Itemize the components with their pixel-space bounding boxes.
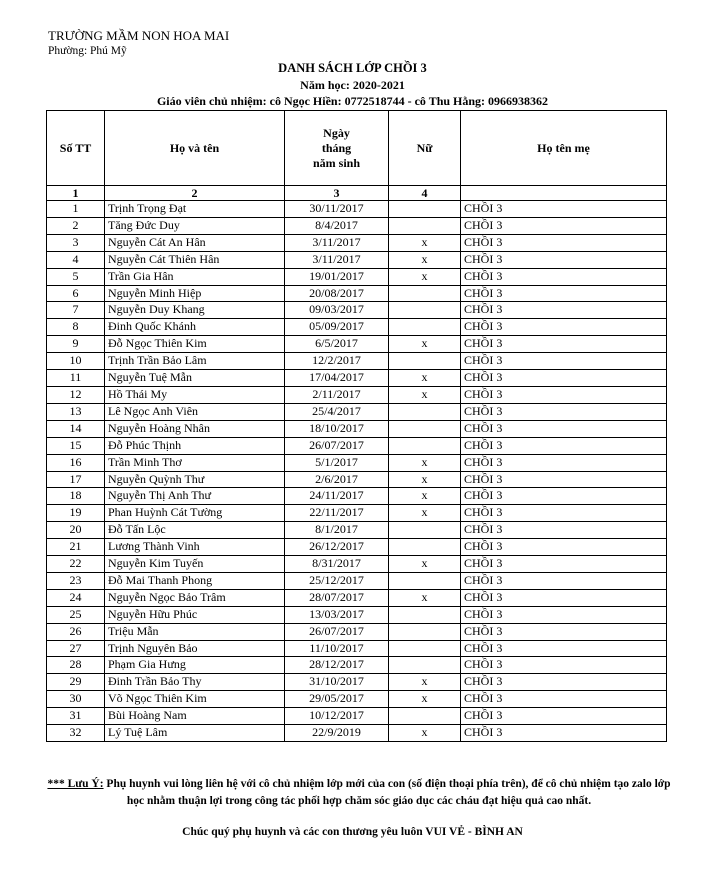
female-mark: [389, 657, 461, 674]
mother-name: CHỒI 3: [461, 454, 667, 471]
row-number: 24: [47, 589, 105, 606]
student-name: Lê Ngọc Anh Viên: [105, 403, 285, 420]
female-mark: [389, 403, 461, 420]
female-mark: x: [389, 691, 461, 708]
row-number: 15: [47, 437, 105, 454]
row-number: 25: [47, 606, 105, 623]
table-row: [47, 606, 667, 623]
note-label: *** Lưu Ý:: [47, 778, 104, 790]
female-mark: [389, 201, 461, 218]
student-name: Trịnh Trần Bảo Lâm: [105, 353, 285, 370]
female-mark: x: [389, 336, 461, 353]
birth-date: 13/03/2017: [285, 606, 389, 623]
mother-name: CHỒI 3: [461, 420, 667, 437]
table-body: [47, 201, 667, 742]
birth-date: 8/31/2017: [285, 556, 389, 573]
note-block: [46, 776, 672, 809]
school-year: Năm học: 2020-2021: [300, 78, 405, 92]
table-row: [47, 725, 667, 742]
ward-name: Phường: Phú Mỹ: [48, 45, 127, 57]
row-number: 14: [47, 420, 105, 437]
table-row: [47, 623, 667, 640]
student-name: Nguyễn Ngọc Bảo Trâm: [105, 589, 285, 606]
student-name: Nguyễn Kim Tuyến: [105, 556, 285, 573]
column-header-name: Họ và tên: [105, 111, 285, 186]
row-number: 22: [47, 556, 105, 573]
birth-date: 22/9/2019: [285, 725, 389, 742]
birth-date: 31/10/2017: [285, 674, 389, 691]
birth-date: 20/08/2017: [285, 285, 389, 302]
student-name: Đỗ Ngọc Thiên Kim: [105, 336, 285, 353]
mother-name: CHỒI 3: [461, 217, 667, 234]
table-row: [47, 251, 667, 268]
birth-date: 12/2/2017: [285, 353, 389, 370]
birth-date: 24/11/2017: [285, 488, 389, 505]
mother-name: CHỒI 3: [461, 606, 667, 623]
female-mark: x: [389, 268, 461, 285]
mother-name: CHỒI 3: [461, 234, 667, 251]
student-name: Nguyễn Hữu Phúc: [105, 606, 285, 623]
female-mark: x: [389, 370, 461, 387]
birth-date: 29/05/2017: [285, 691, 389, 708]
table-row: [47, 353, 667, 370]
table-row: [47, 420, 667, 437]
mother-name: CHỒI 3: [461, 640, 667, 657]
column-header-dob: Ngày tháng năm sinh: [285, 111, 389, 186]
mother-name: CHỒI 3: [461, 589, 667, 606]
table-row: [47, 488, 667, 505]
row-number: 16: [47, 454, 105, 471]
table-row: [47, 386, 667, 403]
birth-date: 5/1/2017: [285, 454, 389, 471]
birth-date: 8/4/2017: [285, 217, 389, 234]
row-number: 32: [47, 725, 105, 742]
birth-date: 22/11/2017: [285, 505, 389, 522]
row-number: 10: [47, 353, 105, 370]
student-name: Đỗ Tấn Lộc: [105, 522, 285, 539]
student-name: Trần Minh Thơ: [105, 454, 285, 471]
student-name: Trịnh Nguyên Bảo: [105, 640, 285, 657]
student-name: Nguyễn Quỳnh Thư: [105, 471, 285, 488]
table-row: [47, 437, 667, 454]
class-list-table: [46, 110, 667, 742]
female-mark: x: [389, 725, 461, 742]
table-row: [47, 640, 667, 657]
student-name: Nguyễn Cát An Hân: [105, 234, 285, 251]
birth-date: 26/07/2017: [285, 437, 389, 454]
female-mark: [389, 302, 461, 319]
birth-date: 26/12/2017: [285, 539, 389, 556]
student-name: Đỗ Mai Thanh Phong: [105, 572, 285, 589]
female-mark: [389, 572, 461, 589]
note-text: Phụ huynh vui lòng liên hệ với cô chủ nhiệm lớp mới của con (số điện thoại phía trên), để cô chủ nhiệm tạo zalo lớp học nhằm thuận lợi trong công tác phối hợp chăm sóc giáo dục các cháu đạt hiệu quả cao nhất.: [106, 778, 671, 807]
mother-name: CHỒI 3: [461, 201, 667, 218]
student-name: Lương Thành Vinh: [105, 539, 285, 556]
student-name: Trần Gia Hân: [105, 268, 285, 285]
farewell-text: Chúc quý phụ huynh và các con thương yêu luôn VUI VẺ - BÌNH AN: [182, 826, 523, 838]
female-mark: x: [389, 251, 461, 268]
table-row: [47, 336, 667, 353]
table-row: [47, 217, 667, 234]
student-name: Võ Ngọc Thiên Kim: [105, 691, 285, 708]
table-row: [47, 691, 667, 708]
row-number: 28: [47, 657, 105, 674]
table-row: [47, 556, 667, 573]
female-mark: [389, 319, 461, 336]
table-row: [47, 234, 667, 251]
student-name: Đinh Trần Bảo Thy: [105, 674, 285, 691]
mother-name: CHỒI 3: [461, 708, 667, 725]
row-number: 7: [47, 302, 105, 319]
student-name: Đinh Quốc Khánh: [105, 319, 285, 336]
row-number: 8: [47, 319, 105, 336]
row-number: 13: [47, 403, 105, 420]
table-row: [47, 319, 667, 336]
female-mark: [389, 606, 461, 623]
row-number: 29: [47, 674, 105, 691]
female-mark: x: [389, 488, 461, 505]
row-number: 17: [47, 471, 105, 488]
mother-name: CHỒI 3: [461, 539, 667, 556]
female-mark: x: [389, 454, 461, 471]
mother-name: CHỒI 3: [461, 725, 667, 742]
school-name: TRƯỜNG MẦM NON HOA MAI: [48, 28, 230, 43]
mother-name: CHỒI 3: [461, 657, 667, 674]
female-mark: [389, 217, 461, 234]
student-name: Phan Huỳnh Cát Tường: [105, 505, 285, 522]
birth-date: 05/09/2017: [285, 319, 389, 336]
column-header-stt: Số TT: [47, 111, 105, 186]
column-number-row: [47, 186, 667, 201]
mother-name: CHỒI 3: [461, 437, 667, 454]
table-row: [47, 657, 667, 674]
birth-date: 10/12/2017: [285, 708, 389, 725]
mother-name: CHỒI 3: [461, 691, 667, 708]
female-mark: [389, 353, 461, 370]
birth-date: 3/11/2017: [285, 251, 389, 268]
row-number: 21: [47, 539, 105, 556]
student-name: Lý Tuệ Lâm: [105, 725, 285, 742]
table-row: [47, 201, 667, 218]
row-number: 31: [47, 708, 105, 725]
birth-date: 28/07/2017: [285, 589, 389, 606]
row-number: 30: [47, 691, 105, 708]
female-mark: x: [389, 386, 461, 403]
mother-name: CHỒI 3: [461, 370, 667, 387]
mother-name: CHỒI 3: [461, 251, 667, 268]
row-number: 4: [47, 251, 105, 268]
female-mark: [389, 623, 461, 640]
column-number: 3: [285, 186, 389, 201]
mother-name: CHỒI 3: [461, 488, 667, 505]
student-name: Nguyễn Cát Thiên Hân: [105, 251, 285, 268]
female-mark: x: [389, 234, 461, 251]
student-name: Nguyễn Thị Anh Thư: [105, 488, 285, 505]
row-number: 2: [47, 217, 105, 234]
mother-name: CHỒI 3: [461, 353, 667, 370]
row-number: 1: [47, 201, 105, 218]
row-number: 27: [47, 640, 105, 657]
mother-name: CHỒI 3: [461, 522, 667, 539]
birth-date: 11/10/2017: [285, 640, 389, 657]
student-name: Nguyễn Duy Khang: [105, 302, 285, 319]
student-name: Triệu Mẫn: [105, 623, 285, 640]
table-row: [47, 285, 667, 302]
table-row: [47, 471, 667, 488]
birth-date: 2/6/2017: [285, 471, 389, 488]
female-mark: [389, 640, 461, 657]
table-row: [47, 589, 667, 606]
column-number: 4: [389, 186, 461, 201]
row-number: 11: [47, 370, 105, 387]
female-mark: [389, 539, 461, 556]
female-mark: x: [389, 471, 461, 488]
female-mark: [389, 522, 461, 539]
table-row: [47, 674, 667, 691]
row-number: 9: [47, 336, 105, 353]
birth-date: 25/12/2017: [285, 572, 389, 589]
row-number: 3: [47, 234, 105, 251]
column-number: 1: [47, 186, 105, 201]
female-mark: [389, 437, 461, 454]
birth-date: 09/03/2017: [285, 302, 389, 319]
mother-name: CHỒI 3: [461, 386, 667, 403]
female-mark: x: [389, 556, 461, 573]
student-name: Hồ Thái My: [105, 386, 285, 403]
teacher-info: Giáo viên chủ nhiệm: cô Ngọc Hiền: 0772518744 - cô Thu Hằng: 0966938362: [156, 94, 549, 108]
mother-name: CHỒI 3: [461, 471, 667, 488]
row-number: 23: [47, 572, 105, 589]
column-number: 2: [105, 186, 285, 201]
student-name: Trịnh Trọng Đạt: [105, 201, 285, 218]
table-row: [47, 454, 667, 471]
student-name: Tăng Đức Duy: [105, 217, 285, 234]
birth-date: 2/11/2017: [285, 386, 389, 403]
table-row: [47, 302, 667, 319]
row-number: 26: [47, 623, 105, 640]
birth-date: 28/12/2017: [285, 657, 389, 674]
mother-name: CHỒI 3: [461, 302, 667, 319]
table-row: [47, 505, 667, 522]
mother-name: CHỒI 3: [461, 623, 667, 640]
student-name: Nguyễn Tuệ Mẫn: [105, 370, 285, 387]
table-row: [47, 522, 667, 539]
birth-date: 17/04/2017: [285, 370, 389, 387]
mother-name: CHỒI 3: [461, 505, 667, 522]
birth-date: 26/07/2017: [285, 623, 389, 640]
female-mark: x: [389, 674, 461, 691]
column-number: [461, 186, 667, 201]
birth-date: 25/4/2017: [285, 403, 389, 420]
female-mark: x: [389, 589, 461, 606]
student-name: Đỗ Phúc Thịnh: [105, 437, 285, 454]
student-name: Nguyễn Minh Hiệp: [105, 285, 285, 302]
birth-date: 18/10/2017: [285, 420, 389, 437]
row-number: 5: [47, 268, 105, 285]
mother-name: CHỒI 3: [461, 556, 667, 573]
table-header-row: [47, 111, 667, 186]
birth-date: 3/11/2017: [285, 234, 389, 251]
mother-name: CHỒI 3: [461, 336, 667, 353]
student-name: Phạm Gia Hưng: [105, 657, 285, 674]
student-name: Nguyễn Hoàng Nhân: [105, 420, 285, 437]
column-header-female: Nữ: [389, 111, 461, 186]
mother-name: CHỒI 3: [461, 572, 667, 589]
table-row: [47, 268, 667, 285]
female-mark: x: [389, 505, 461, 522]
birth-date: 19/01/2017: [285, 268, 389, 285]
row-number: 20: [47, 522, 105, 539]
table-row: [47, 572, 667, 589]
mother-name: CHỒI 3: [461, 674, 667, 691]
female-mark: [389, 708, 461, 725]
female-mark: [389, 285, 461, 302]
student-name: Bùi Hoàng Nam: [105, 708, 285, 725]
birth-date: 8/1/2017: [285, 522, 389, 539]
birth-date: 30/11/2017: [285, 201, 389, 218]
table-row: [47, 370, 667, 387]
row-number: 6: [47, 285, 105, 302]
document-title: DANH SÁCH LỚP CHỒI 3: [278, 61, 427, 75]
table-row: [47, 403, 667, 420]
row-number: 19: [47, 505, 105, 522]
mother-name: CHỒI 3: [461, 319, 667, 336]
row-number: 12: [47, 386, 105, 403]
row-number: 18: [47, 488, 105, 505]
table-row: [47, 708, 667, 725]
female-mark: [389, 420, 461, 437]
mother-name: CHỒI 3: [461, 403, 667, 420]
mother-name: CHỒI 3: [461, 268, 667, 285]
birth-date: 6/5/2017: [285, 336, 389, 353]
mother-name: CHỒI 3: [461, 285, 667, 302]
table-row: [47, 539, 667, 556]
column-header-mother: Họ tên mẹ: [461, 111, 667, 186]
